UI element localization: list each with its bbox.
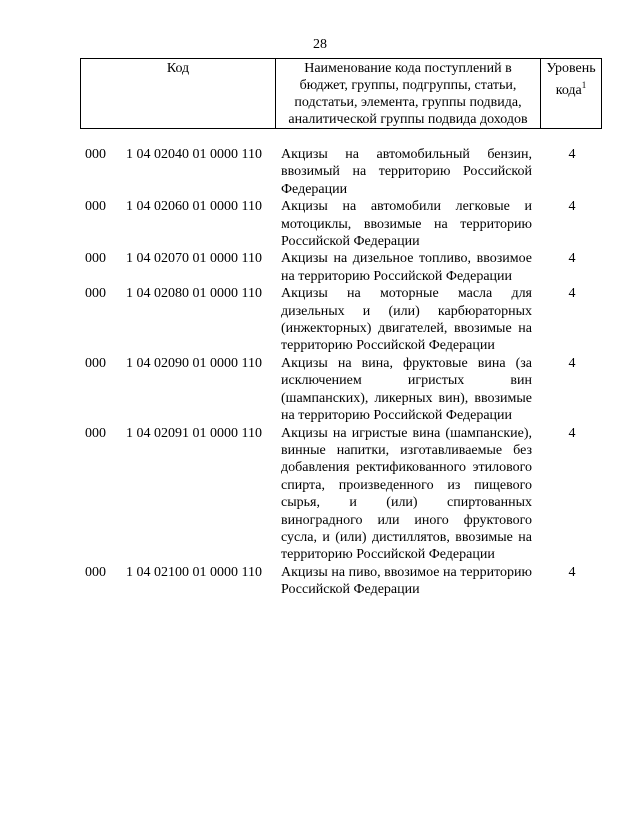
table-row [80, 425, 602, 564]
header-code: Код [81, 59, 276, 129]
code-level: 4 [568, 251, 576, 267]
table-row [80, 285, 602, 355]
table-row [80, 355, 602, 425]
code-level: 4 [568, 425, 576, 441]
page-number: 28 [313, 37, 327, 52]
code-level: 4 [568, 564, 576, 580]
admin-code: 000 [85, 251, 106, 267]
code-level: 4 [568, 286, 576, 302]
admin-code: 000 [85, 147, 106, 162]
income-name: Акцизы на автомобили легковые и мотоциклы, ввозимые на территорию Российской Федерации [281, 199, 532, 250]
table-header [80, 58, 602, 129]
header-name [276, 59, 541, 129]
income-code: 1 04 02080 01 0000 110 [126, 286, 262, 302]
header-level [541, 59, 602, 129]
code-level: 4 [568, 355, 576, 371]
income-name: Акцизы на дизельное топливо, ввозимое на территорию Российской Федерации [281, 251, 532, 284]
income-name: Акцизы на пиво, ввозимое на территорию Российской Федерации [281, 564, 532, 598]
admin-code: 000 [85, 425, 106, 441]
income-name: Акцизы на вина, фруктовые вина (за исключением игристых вин (шампанских), ликерных вин), ввозимые на территорию Российской Федерации [281, 355, 532, 424]
income-code: 1 04 02070 01 0000 110 [126, 251, 262, 267]
income-code: 1 04 02091 01 0000 110 [126, 425, 262, 441]
table-body [80, 146, 602, 599]
header-level-text: Уровень кода [546, 61, 596, 98]
code-level: 4 [568, 147, 576, 162]
income-code: 1 04 02090 01 0000 110 [126, 355, 262, 371]
income-code: 1 04 02060 01 0000 110 [126, 199, 262, 215]
table-row [80, 564, 602, 599]
income-code: 1 04 02100 01 0000 110 [126, 564, 262, 580]
code-level: 4 [568, 199, 576, 215]
income-name: Акцизы на моторные масла для дизельных и (или) карбюраторных (инжекторных) двигателей, ввозимые на территорию Российской Федерации [281, 286, 532, 354]
income-name: Акцизы на игристые вина (шампанские), винные напитки, изготавливаемые без добавления ректификованного этилового спирта, произведенного из пищевого сырья, и (или) спиртованных виноградного или иного фруктового сусла, и (или) дистиллятов, ввозимые на территорию Российской Федерации [281, 425, 532, 563]
table-row [80, 250, 602, 285]
table-row [80, 198, 602, 250]
table-row [80, 146, 602, 198]
admin-code: 000 [85, 564, 106, 580]
header-level-footnote-ref: 1 [581, 80, 587, 90]
income-code: 1 04 02040 01 0000 110 [126, 147, 262, 162]
header-name-text: Наименование кода поступлений в бюджет, группы, подгруппы, статьи, подстатьи, элемента, группы подвида, аналитической группы подвида доходов [288, 61, 528, 127]
admin-code: 000 [85, 355, 106, 371]
admin-code: 000 [85, 199, 106, 215]
admin-code: 000 [85, 286, 106, 302]
income-name: Акцизы на автомобильный бензин, ввозимый на территорию Российской Федерации [281, 147, 532, 197]
